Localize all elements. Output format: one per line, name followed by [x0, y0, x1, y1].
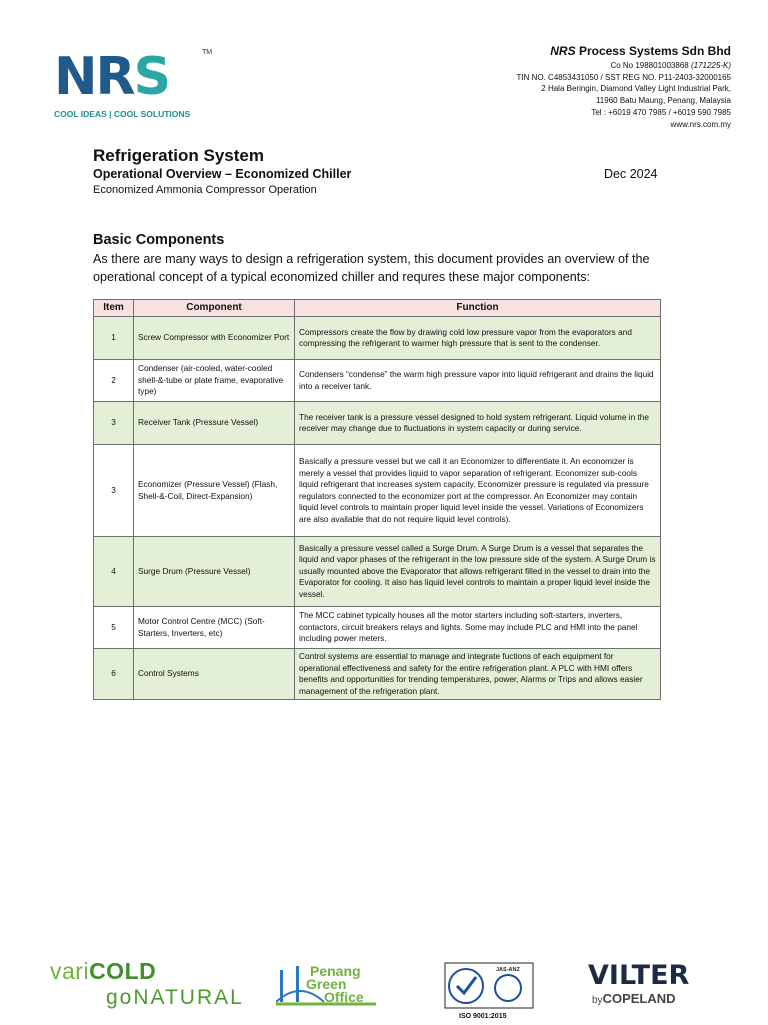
- pgo-text-2: Green: [306, 976, 347, 992]
- iso-label: ISO 9001:2015: [459, 1013, 507, 1020]
- company-tel: Tel : +6019 470 7985 / +6019 590 7985: [591, 107, 731, 117]
- cell-item: 3: [94, 445, 134, 537]
- section-heading: Basic Components: [93, 232, 225, 248]
- gonatural-wordmark: goNATURAL: [106, 986, 244, 1009]
- company-registration: Co No 198801003868 (171225-K): [610, 61, 731, 70]
- table-row: [94, 317, 661, 360]
- cell-component: Receiver Tank (Pressure Vessel): [134, 402, 295, 445]
- logo-tagline: COOL IDEAS | COOL SOLUTIONS: [54, 109, 191, 119]
- pgo-text-1: Penang: [310, 963, 361, 979]
- varicold-wordmark: variCOLD: [50, 958, 157, 984]
- cell-function: Basically a pressure vessel called a Surge Drum. A Surge Drum is a vessel that separates the liquid and vapor phases of the refrigerant in the low pressure side of the system. A Surge Drum is usually mounted above the Evaporator that allows refrigerant filled in the vessel to drain into the Evaporator for cooling. It also has liquid level controls to maintain a proper liquid level inside the vessel.: [295, 537, 661, 607]
- company-website: www.nrs.com.my: [670, 119, 731, 129]
- penang-green-office-logo: [276, 962, 380, 1010]
- cell-item: 1: [94, 317, 134, 360]
- cell-item: 3: [94, 402, 134, 445]
- table-row: [94, 607, 661, 649]
- table-row: [94, 537, 661, 607]
- table-header-row: [94, 300, 661, 317]
- company-tin: TIN NO. C4853431050 / SST REG NO. P11-2403-32000165: [516, 72, 731, 82]
- nrs-logo: [54, 47, 213, 122]
- header-function: Function: [295, 300, 661, 317]
- cell-component: Control Systems: [134, 649, 295, 700]
- cell-component: Screw Compressor with Economizer Port: [134, 317, 295, 360]
- iso-certification-logo: [444, 962, 534, 1020]
- certification-badge-icon: [444, 962, 534, 1020]
- intro-paragraph: As there are many ways to design a refrigeration system, this document provides an overview of the operational concept of a typical economized chiller and requres these major components:: [93, 252, 650, 284]
- document-subtitle: Operational Overview – Economized Chiller: [93, 167, 352, 181]
- vilter-copeland-logo: [588, 960, 718, 1010]
- company-details: [517, 44, 732, 130]
- copeland-wordmark: byCOPELAND: [592, 991, 676, 1006]
- jas-anz-label: JAS-ANZ: [496, 967, 520, 973]
- cell-component: Surge Drum (Pressure Vessel): [134, 537, 295, 607]
- table-row: [94, 445, 661, 537]
- header-item: Item: [94, 300, 134, 317]
- cell-item: 2: [94, 360, 134, 402]
- table-row: [94, 360, 661, 402]
- header-component: Component: [134, 300, 295, 317]
- cell-item: 4: [94, 537, 134, 607]
- trademark-mark: TM: [202, 49, 213, 56]
- components-table: [93, 299, 661, 700]
- company-address-1: 2 Hala Beringin, Diamond Valley Light Industrial Park,: [541, 84, 731, 94]
- vilter-wordmark: VILTER: [588, 960, 690, 991]
- document-subsubtitle: Economized Ammonia Compressor Operation: [93, 184, 317, 196]
- table-row: [94, 402, 661, 445]
- bridge-icon: [276, 962, 380, 1010]
- table-row: [94, 649, 661, 700]
- pgo-text-3: Office: [324, 989, 364, 1005]
- varicold-gonatural-logo: [50, 958, 244, 1014]
- cell-component: Condenser (air-cooled, water-cooled shell-&-tube or plate frame, evaporative type): [134, 360, 295, 402]
- company-name: NRS Process Systems Sdn Bhd: [550, 44, 731, 58]
- cell-item: 6: [94, 649, 134, 700]
- document-title: Refrigeration System: [93, 146, 264, 165]
- cell-function: The MCC cabinet typically houses all the motor starters including soft-starters, inverters, contactors, circuit breakers relays and lights. Some may include PLC and HMI into the panel including power meters.: [295, 607, 661, 649]
- cell-function: Condensers “condense” the warm high pressure vapor into liquid refrigerant and drains the liquid into a receiver tank.: [295, 360, 661, 402]
- cell-function: Compressors create the flow by drawing cold low pressure vapor from the evaporators and compressing the refrigerant to warmer high pressure that is sent to the condenser.: [295, 317, 661, 360]
- nrs-logo-mark: NRS: [54, 47, 170, 107]
- cell-item: 5: [94, 607, 134, 649]
- document-date: Dec 2024: [604, 167, 658, 181]
- cell-component: Economizer (Pressure Vessel) (Flash, Shell-&-Coil, Direct-Expansion): [134, 445, 295, 537]
- cell-function: The receiver tank is a pressure vessel designed to hold system refrigerant. Liquid volume in the receiver may change due to fluctuations in system capacity or during service.: [295, 402, 661, 445]
- cell-function: Control systems are essential to manage and integrate fuctions of each equipment for operational effectiveness and safety for the entire refrigeration plant. A PLC with HMI offers benefits and opportunities for trending temperatures, power, Alarms or Trips and allows easier management of the refrigeration plant.: [295, 649, 661, 700]
- cell-component: Motor Control Centre (MCC) (Soft-Starters, Inverters, etc): [134, 607, 295, 649]
- cell-function: Basically a pressure vessel but we call it an Economizer to differentiate it. An economizer is merely a vessel that provides liquid to vapor separation of refrigerant. Economizer sub-cools liquid refrigerant that increases system capacity. Economizer pressure is regulated via pressure regulators connected to the economizer port at the compressor. An Economizer may contain liquid level controls to maintain proper liquid level inside the vessel. Variations of Economizers are also available that do not require liquid level controls).: [295, 445, 661, 537]
- company-address-2: 11960 Batu Maung, Penang, Malaysia: [595, 96, 731, 106]
